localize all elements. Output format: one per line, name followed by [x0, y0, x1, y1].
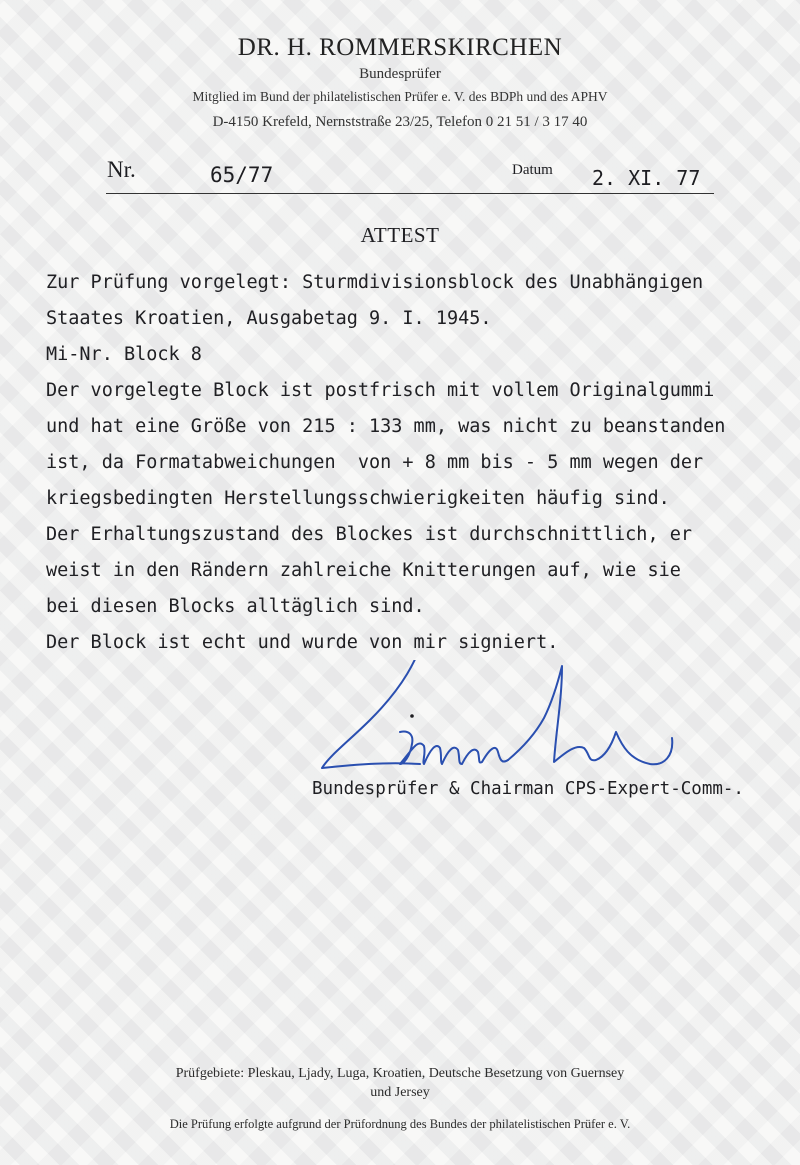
body-line: Mi-Nr. Block 8 — [46, 344, 202, 365]
handwritten-signature — [300, 660, 690, 780]
footer-exam-areas-continued: und Jersey — [370, 1085, 430, 1100]
body-line: Zur Prüfung vorgelegt: Sturmdivisionsblock des Unabhängigen — [46, 272, 704, 293]
letterhead-name: DR. H. ROMMERSKIRCHEN — [237, 34, 563, 61]
body-line: Der Block ist echt und wurde von mir signiert. — [46, 632, 559, 653]
header-divider — [106, 193, 714, 194]
signature-caption: Bundesprüfer & Chairman CPS-Expert-Comm-. — [312, 779, 744, 799]
body-line: Der vorgelegte Block ist postfrisch mit vollem Originalgummi — [46, 380, 715, 401]
signature-stroke — [508, 666, 672, 764]
body-line: und hat eine Größe von 215 : 133 mm, was nicht zu beanstanden — [46, 416, 726, 437]
body-line: Der Erhaltungszustand des Blockes ist durchschnittlich, er — [46, 524, 693, 545]
datum-label: Datum — [512, 162, 553, 178]
body-line: ist, da Formatabweichungen von + 8 mm bis - 5 mm wegen der — [46, 452, 704, 473]
signature-stroke — [322, 660, 428, 768]
footer-exam-areas: Prüfgebiete: Pleskau, Ljady, Luga, Kroatien, Deutsche Besetzung von Guernsey — [175, 1066, 625, 1081]
body-line: Staates Kroatien, Ausgabetag 9. I. 1945. — [46, 308, 492, 329]
letterhead-membership: Mitglied im Bund der philatelistischen Prüfer e. V. des BDPh und des APHV — [192, 89, 608, 104]
nr-value: 65/77 — [210, 163, 274, 187]
body-line: weist in den Rändern zahlreiche Knitterungen auf, wie sie — [46, 560, 681, 581]
body-line: kriegsbedingten Herstellungsschwierigkeiten häufig sind. — [46, 488, 670, 509]
letterhead-address: D-4150 Krefeld, Nernststraße 23/25, Telefon 0 21 51 / 3 17 40 — [212, 114, 588, 130]
signature-dot — [410, 714, 414, 718]
footer-note: Die Prüfung erfolgte aufgrund der Prüfordnung des Bundes der philatelistischen Prüfer e. V. — [169, 1117, 631, 1131]
body-line: bei diesen Blocks alltäglich sind. — [46, 596, 425, 617]
document-title: ATTEST — [360, 223, 440, 247]
nr-label: Nr. — [107, 157, 136, 182]
signature-stroke — [400, 732, 508, 765]
datum-value: 2. XI. 77 — [592, 166, 701, 190]
letterhead-role: Bundesprüfer — [359, 66, 441, 82]
